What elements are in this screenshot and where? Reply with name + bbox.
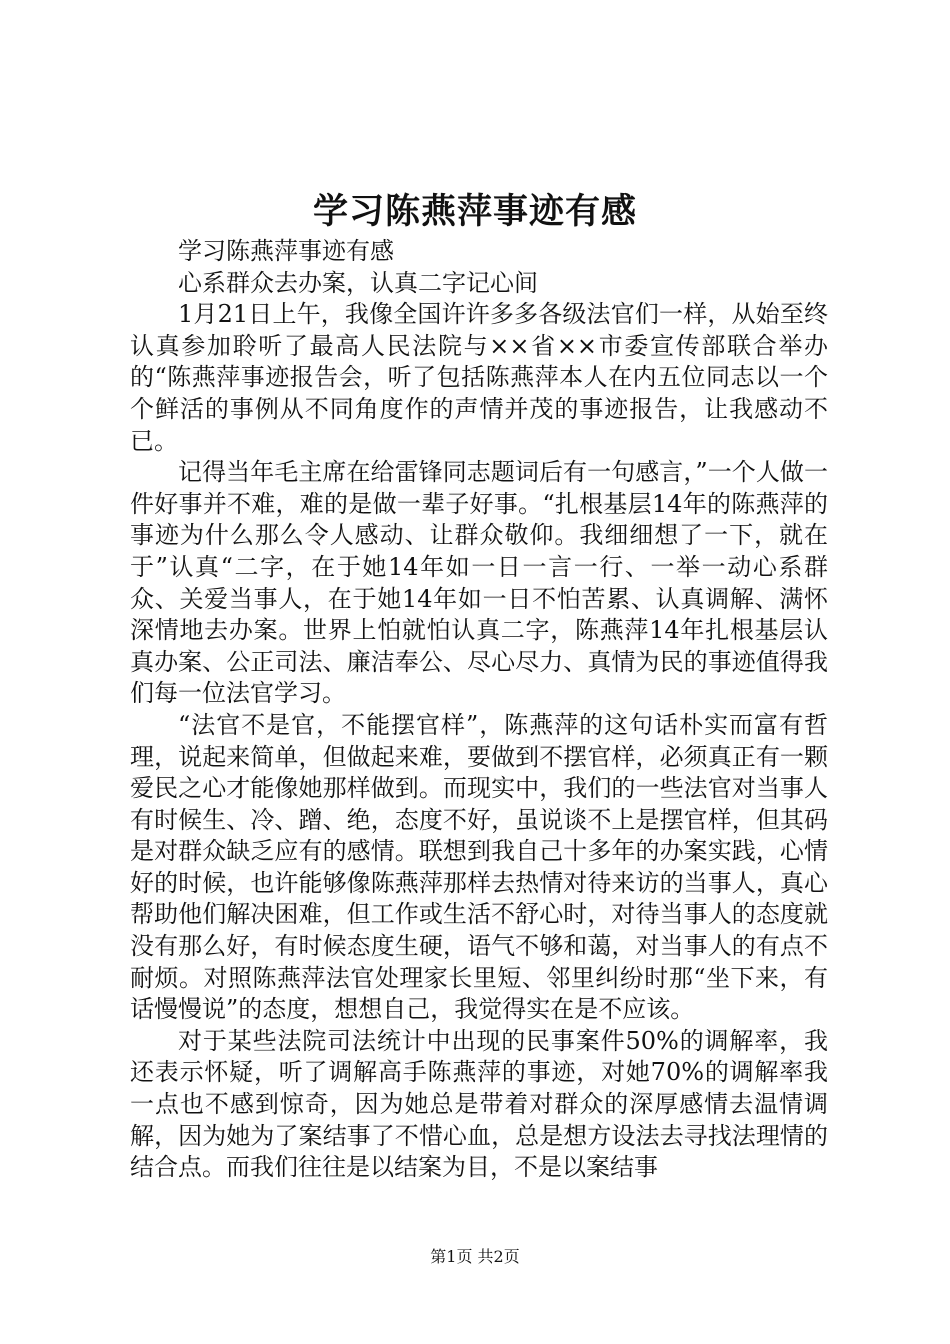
paragraph: 记得当年毛主席在给雷锋同志题词后有一句感言，”一个人做一件好事并不难，难的是做一辈子好事。“扎根基层14年的陈燕萍的事迹为什么那么令人感动、让群众敬仰。我细细想了一下，就在于”认真“二字，在于她14年如一日一言一行、一举一动心系群众、关爱当事人，在于她14年如一日不怕苦累、认真调解、满怀深情地去办案。世界上怕就怕认真二字，陈燕萍14年扎根基层认真办案、公正司法、廉洁奉公、尽心尽力、真情为民的事迹值得我们每一位法官学习。	[130, 458, 828, 708]
document-title: 学习陈燕萍事迹有感	[312, 191, 637, 232]
document-body	[130, 236, 828, 1184]
paragraph: “法官不是官，不能摆官样”，陈燕萍的这句话朴实而富有哲理，说起来简单，但做起来难，要做到不摆官样，必须真正有一颗爱民之心才能像她那样做到。而现实中，我们的一些法官对当事人有时候生、冷、蹭、绝，态度不好，虽说谈不上是摆官样，但其码是对群众缺乏应有的感情。联想到我自己十多年的办案实践，心情好的时候，也许能够像陈燕萍那样去热情对待来访的当事人，真心帮助他们解决困难，但工作或生活不舒心时，对待当事人的态度就没有那么好，有时候态度生硬，语气不够和蔼，对当事人的有点不耐烦。对照陈燕萍法官处理家长里短、邻里纠纷时那“坐下来，有话慢慢说”的态度，想想自己，我觉得实在是不应该。	[130, 710, 828, 1024]
paragraph: 1月21日上午，我像全国许许多多各级法官们一样，从始至终认真参加聆听了最高人民法院与××省××市委宣传部联合举办的“陈燕萍事迹报告会，听了包括陈燕萍本人在内五位同志以一个个鲜活的事例从不同角度作的声情并茂的事迹报告，让我感动不已。	[130, 300, 828, 455]
paragraph-heading: 心系群众去办案，认真二字记心间	[178, 268, 538, 297]
paragraph-subtitle: 学习陈燕萍事迹有感	[178, 237, 394, 265]
paragraph: 对于某些法院司法统计中出现的民事案件50%的调解率，我还表示怀疑，听了调解高手陈燕萍的事迹，对她70%的调解率我一点也不感到惊奇，因为她总是带着对群众的深厚感情去温情调解，因为她为了案结事了不惜心血，总是想方设法去寻找法理情的结合点。而我们往往是以结案为目，不是以案结事	[130, 1026, 828, 1182]
page-footer: 第1页 共2页	[430, 1247, 520, 1266]
